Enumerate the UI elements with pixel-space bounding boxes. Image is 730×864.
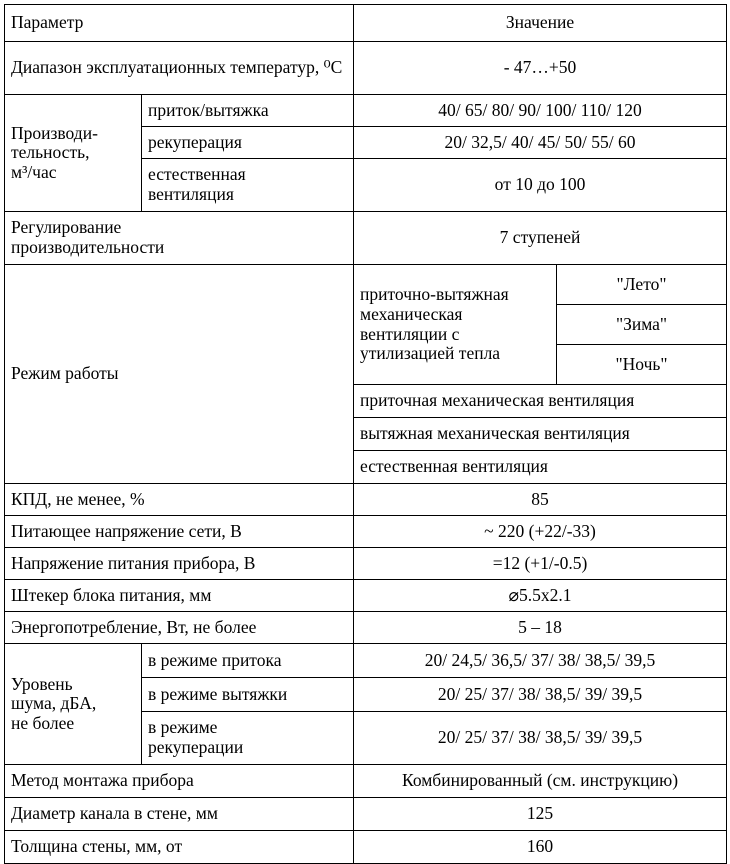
table-row [5,580,727,612]
mode-main-description [354,265,557,385]
mode-main-line3: вентиляции с [360,323,460,344]
table-row [5,798,727,831]
mode-option-0: "Лето" [557,265,727,305]
regulation-param-line2: производительности [11,237,165,257]
mode-main-line2: механическая [360,303,463,324]
capacity-sub-value-2: от 10 до 100 [354,159,727,212]
table-row [5,516,727,548]
row-device-voltage-param: Напряжение питания прибора, В [5,548,354,580]
mode-main-line4: утилизацией тепла [360,343,501,364]
noise-param-line1: Уровень [11,673,73,694]
regulation-param-line1: Регулирование [11,217,122,238]
noise-sub-label-1: в режиме вытяжки [142,678,354,712]
mode-other-1: вытяжная механическая вентиляция [354,418,727,451]
noise-sub-label-2-line1: в режиме [148,717,218,738]
mode-option-1: "Зима" [557,305,727,345]
row-efficiency-param: КПД, не менее, % [5,484,354,516]
row-plug-param: Штекер блока питания, мм [5,580,354,612]
capacity-sub-label-1: рекуперация [142,127,354,159]
table-row [5,484,727,516]
mode-main-line1: приточно-вытяжная [360,284,509,305]
row-efficiency-value: 85 [354,484,727,516]
table-row [5,42,727,95]
table-row [5,612,727,644]
row-mounting-value: Комбинированный (см. инструкцию) [354,765,727,798]
table-row [5,95,727,127]
table-row [5,831,727,864]
row-power-value: 5 – 18 [354,612,727,644]
table-header-row [5,5,727,42]
noise-sub-value-0: 20/ 24,5/ 36,5/ 37/ 38/ 38,5/ 39,5 [354,644,727,678]
noise-sub-label-2 [142,712,354,765]
noise-sub-label-2-line2: рекуперации [148,737,244,757]
capacity-sub-label-2-line2: вентиляция [148,184,234,204]
row-device-voltage-value: =12 (+1/-0.5) [354,548,727,580]
row-wall-thickness-value: 160 [354,831,727,864]
row-plug-value: ⌀5.5х2.1 [354,580,727,612]
row-regulation-param [5,212,354,265]
row-mounting-param: Метод монтажа прибора [5,765,354,798]
capacity-sub-label-0: приток/вытяжка [142,95,354,127]
noise-sub-label-0: в режиме притока [142,644,354,678]
capacity-sub-value-1: 20/ 32,5/ 40/ 45/ 50/ 55/ 60 [354,127,727,159]
row-temp-range-value: - 47…+50 [354,42,727,95]
capacity-param-line2: тельность, [11,142,90,163]
header-value: Значение [354,5,727,42]
mode-option-2: "Ночь" [557,345,727,385]
capacity-param-line1: Производи- [11,122,98,143]
mode-other-2: естественная вентиляция [354,451,727,484]
table-row [5,765,727,798]
mode-other-0: приточная механическая вентиляция [354,385,727,418]
table-row [5,548,727,580]
capacity-sub-label-2-line1: естественная [148,164,246,185]
row-temp-range-param: Диапазон эксплуатационных температур, ⁰С [5,42,354,95]
header-parameter: Параметр [5,5,354,42]
noise-param-line2: шума, дБА, [11,693,97,714]
row-capacity-param [5,95,142,212]
row-mains-voltage-param: Питающее напряжение сети, В [5,516,354,548]
capacity-sub-value-0: 40/ 65/ 80/ 90/ 100/ 110/ 120 [354,95,727,127]
row-regulation-value: 7 ступеней [354,212,727,265]
row-power-param: Энергопотребление, Вт, не более [5,612,354,644]
row-wall-thickness-param: Толщина стены, мм, от [5,831,354,864]
row-channel-diameter-value: 125 [354,798,727,831]
noise-sub-value-1: 20/ 25/ 37/ 38/ 38,5/ 39/ 39,5 [354,678,727,712]
table-row [5,212,727,265]
capacity-param-line3: м³/час [11,161,57,182]
row-mains-voltage-value: ~ 220 (+22/-33) [354,516,727,548]
noise-sub-value-2: 20/ 25/ 37/ 38/ 38,5/ 39/ 39,5 [354,712,727,765]
specification-table [4,4,727,864]
capacity-sub-label-2 [142,159,354,212]
table-row [5,644,727,678]
table-row [5,265,727,305]
noise-param-line3: не более [11,712,75,733]
row-noise-param [5,644,142,765]
row-channel-diameter-param: Диаметр канала в стене, мм [5,798,354,831]
row-mode-param: Режим работы [5,265,354,484]
